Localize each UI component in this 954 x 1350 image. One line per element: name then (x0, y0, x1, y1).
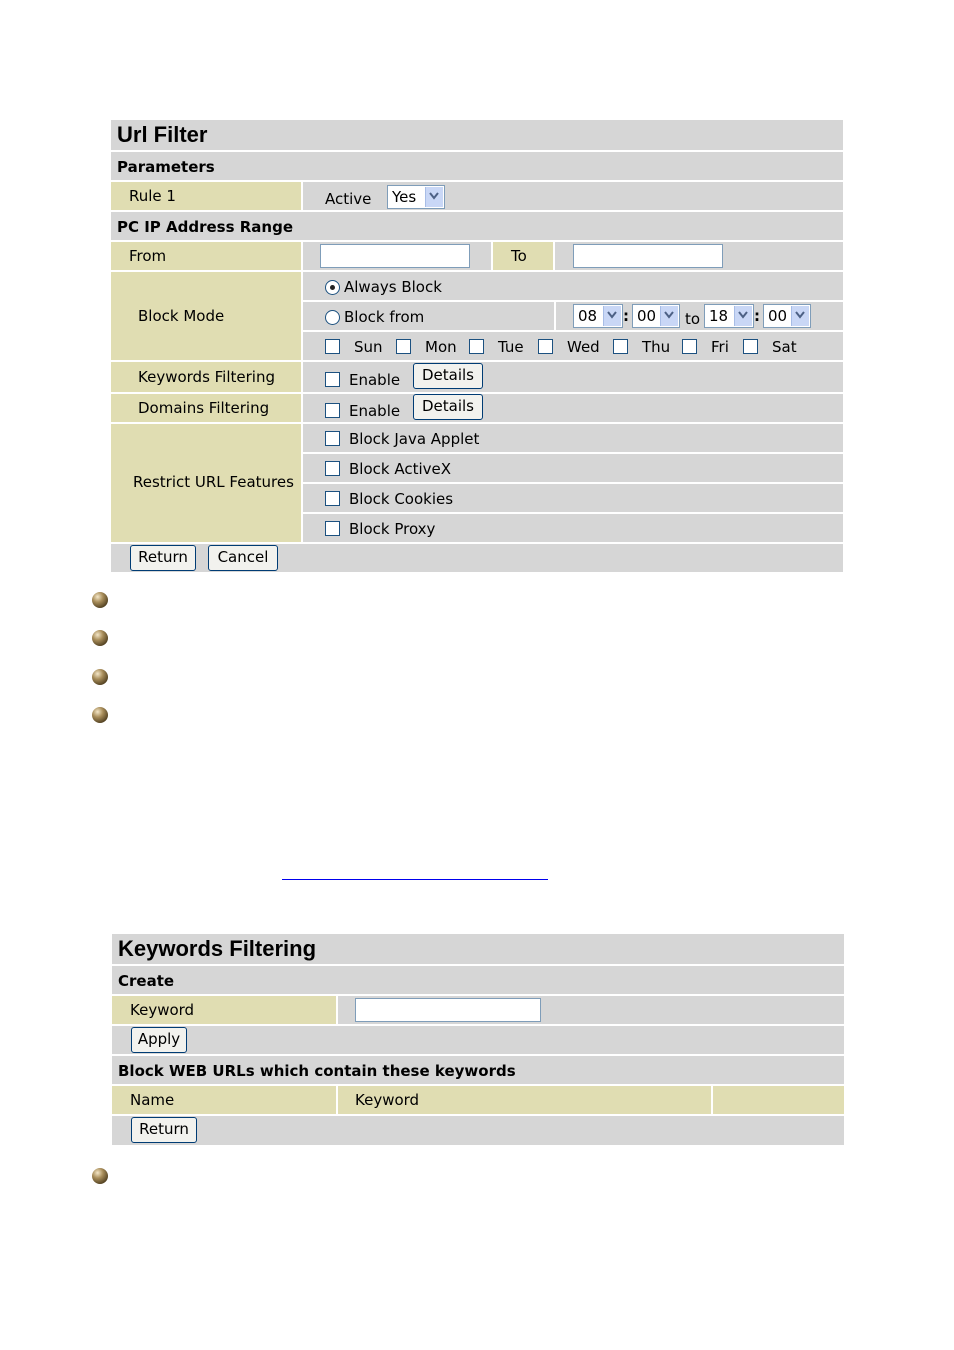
restrict-url-features-label: Restrict URL Features (133, 473, 294, 491)
from-label: From (129, 247, 167, 265)
divider (301, 424, 303, 452)
day-checkbox-wed[interactable] (538, 339, 553, 354)
day-label-sun: Sun (354, 338, 383, 356)
start-hour-select[interactable] (573, 304, 623, 328)
active-label: Active (325, 190, 372, 208)
keyword-input-row (112, 994, 844, 1024)
divider (301, 332, 303, 360)
keywords-filtering-panel (112, 934, 844, 1145)
block-heading-row (112, 1054, 844, 1084)
end-hour-select[interactable] (704, 304, 754, 328)
block-mode-label-cell (111, 270, 301, 360)
block-from-label: Block from (344, 308, 425, 326)
divider (301, 394, 303, 422)
to-label-cell (493, 242, 553, 270)
return-row (112, 1114, 844, 1145)
divider (301, 182, 303, 210)
time-colon: : (623, 307, 629, 325)
block-cookies-label: Block Cookies (349, 490, 454, 508)
keywords-filtering-label: Keywords Filtering (138, 368, 275, 386)
ip-range-heading: PC IP Address Range (117, 218, 294, 236)
keywords-enable-checkbox[interactable] (325, 372, 340, 387)
create-row (112, 964, 844, 994)
column-header-keyword: Keyword (355, 1091, 420, 1109)
day-checkbox-tue[interactable] (469, 339, 484, 354)
day-label-thu: Thu (642, 338, 671, 356)
time-to-label: to (685, 310, 701, 328)
rule-label: Rule 1 (129, 187, 176, 205)
link-underline[interactable] (282, 879, 548, 880)
parameters-heading: Parameters (117, 158, 215, 176)
divider (301, 302, 303, 330)
domains-enable-label: Enable (349, 402, 401, 420)
divider (301, 454, 303, 482)
from-label-cell (111, 242, 301, 270)
day-checkbox-thu[interactable] (613, 339, 628, 354)
url-filter-panel (111, 120, 843, 572)
block-from-row (301, 300, 843, 330)
divider (301, 242, 303, 270)
rule-row (111, 180, 843, 210)
block-urls-heading: Block WEB URLs which contain these keywords (118, 1062, 516, 1080)
start-min-select[interactable] (632, 304, 680, 328)
divider (711, 1086, 713, 1114)
bullet-icon (92, 630, 108, 646)
divider (336, 1086, 338, 1114)
feature-row (301, 512, 843, 542)
end-min-value: 00 (768, 307, 788, 325)
bullet-icon (92, 707, 108, 723)
create-heading: Create (118, 972, 175, 990)
active-select[interactable] (387, 185, 445, 209)
feature-row (301, 422, 843, 452)
block-cookies-checkbox[interactable] (325, 491, 340, 506)
day-label-tue: Tue (498, 338, 524, 356)
table-header-row (112, 1084, 844, 1114)
block-proxy-label: Block Proxy (349, 520, 436, 538)
keywords-label-cell (111, 362, 301, 392)
from-ip-input[interactable] (320, 244, 470, 268)
feature-row (301, 452, 843, 482)
block-activex-checkbox[interactable] (325, 461, 340, 476)
block-from-radio[interactable] (325, 310, 340, 325)
domains-enable-checkbox[interactable] (325, 403, 340, 418)
divider (336, 996, 338, 1024)
keywords-enable-label: Enable (349, 371, 401, 389)
from-to-row (111, 240, 843, 270)
day-checkbox-sun[interactable] (325, 339, 340, 354)
day-label-mon: Mon (425, 338, 457, 356)
block-java-applet-label: Block Java Applet (349, 430, 480, 448)
parameters-row (111, 150, 843, 180)
end-min-select[interactable] (763, 304, 811, 328)
divider (301, 484, 303, 512)
divider (553, 242, 555, 270)
panel-title: Keywords Filtering (118, 936, 317, 961)
panel-title: Url Filter (117, 122, 208, 147)
domains-filtering-label: Domains Filtering (138, 399, 270, 417)
ip-range-row (111, 210, 843, 240)
days-row (301, 330, 843, 360)
to-label: To (511, 247, 527, 265)
keywords-filtering-row (111, 360, 843, 392)
domains-label-cell (111, 394, 301, 422)
block-mode-label: Block Mode (138, 307, 225, 325)
action-row (111, 542, 843, 572)
keyword-label-cell (112, 996, 336, 1024)
apply-row (112, 1024, 844, 1054)
divider (301, 272, 303, 300)
block-java-applet-checkbox[interactable] (325, 431, 340, 446)
divider (301, 514, 303, 542)
chevron-down-icon[interactable] (734, 306, 752, 326)
always-block-row (301, 270, 843, 300)
day-label-sat: Sat (772, 338, 797, 356)
restrict-label-cell (111, 422, 301, 542)
day-label-wed: Wed (567, 338, 600, 356)
to-ip-input[interactable] (573, 244, 723, 268)
active-select-value: Yes (392, 188, 417, 206)
day-label-fri: Fri (711, 338, 729, 356)
block-activex-label: Block ActiveX (349, 460, 452, 478)
return-button[interactable]: Return (131, 1117, 197, 1143)
domains-filtering-row (111, 392, 843, 422)
chevron-down-icon[interactable] (603, 306, 621, 326)
start-min-value: 00 (637, 307, 657, 325)
cancel-button[interactable]: Cancel (208, 545, 278, 571)
chevron-down-icon[interactable] (791, 306, 809, 326)
day-checkbox-sat[interactable] (743, 339, 758, 354)
start-hour-value: 08 (578, 307, 598, 325)
always-block-radio[interactable] (325, 280, 340, 295)
chevron-down-icon[interactable] (425, 187, 443, 207)
time-colon: : (754, 307, 760, 325)
keywords-details-button[interactable]: Details (413, 363, 483, 389)
keyword-input[interactable] (355, 998, 541, 1022)
chevron-down-icon[interactable] (660, 306, 678, 326)
feature-row (301, 482, 843, 512)
table-header (112, 1086, 844, 1114)
apply-button[interactable]: Apply (131, 1027, 187, 1053)
bullet-icon (92, 669, 108, 685)
bullet-icon (92, 1168, 108, 1184)
day-checkbox-mon[interactable] (396, 339, 411, 354)
rule-label-cell (111, 182, 301, 210)
always-block-label: Always Block (344, 278, 442, 296)
divider (554, 302, 556, 330)
divider (301, 362, 303, 392)
block-proxy-checkbox[interactable] (325, 521, 340, 536)
return-button[interactable]: Return (130, 545, 196, 571)
bullet-icon (92, 592, 108, 608)
domains-details-button[interactable]: Details (413, 394, 483, 420)
day-checkbox-fri[interactable] (682, 339, 697, 354)
end-hour-value: 18 (709, 307, 729, 325)
keyword-label: Keyword (130, 1001, 195, 1019)
column-header-name: Name (130, 1091, 175, 1109)
